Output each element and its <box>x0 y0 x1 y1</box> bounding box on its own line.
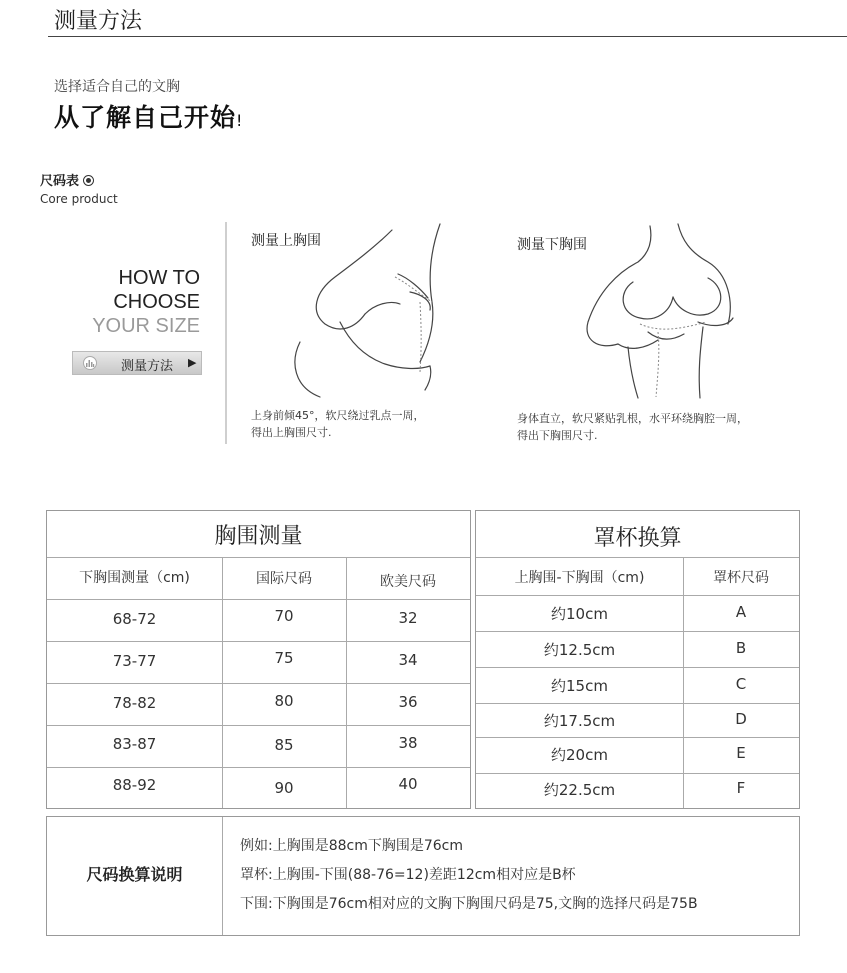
page-title: 测量方法 <box>54 9 143 34</box>
headline-text: 从了解自己开始 <box>54 103 237 132</box>
under-caption-line1: 身体直立，软尺紧贴乳根，水平环绕胸腔一周， <box>517 412 748 425</box>
under-bust-title: 测量下胸围 <box>517 237 587 253</box>
table-cell: C <box>735 675 747 693</box>
divider <box>47 557 470 558</box>
table-cell: 约12.5cm <box>543 641 616 659</box>
under-bust-caption <box>517 410 748 444</box>
cup-table-title: 罩杯换算 <box>593 526 682 551</box>
divider <box>476 595 799 596</box>
howto-line3: YOUR SIZE <box>92 315 200 337</box>
divider <box>476 557 799 558</box>
table-cell: E <box>736 744 746 762</box>
table-cell: 38 <box>398 734 418 752</box>
table-cell: 80 <box>274 692 294 710</box>
table-cell: 36 <box>398 693 418 711</box>
cup-conversion-table <box>475 510 800 809</box>
table-cell: 83-87 <box>112 735 157 753</box>
divider <box>476 737 799 738</box>
table-cell: A <box>735 603 747 621</box>
core-product-label: Core product <box>40 192 118 206</box>
table-cell: 32 <box>398 609 418 627</box>
howto-line1: HOW TO <box>118 267 200 289</box>
table-cell: 70 <box>274 607 294 625</box>
subtitle: 选择适合自己的文胸 <box>54 79 180 95</box>
table-cell: 约22.5cm <box>543 781 616 799</box>
upper-bust-illustration <box>280 222 460 402</box>
table-cell: D <box>735 710 747 728</box>
table-cell: 75 <box>274 649 294 667</box>
table-cell: 68-72 <box>112 610 157 628</box>
size-explanation-box <box>46 816 800 936</box>
chart-icon <box>82 356 98 370</box>
chest-table-title: 胸围测量 <box>214 524 303 549</box>
table-cell: 约15cm <box>551 677 608 695</box>
table-cell: 约20cm <box>551 746 608 764</box>
table-cell: 34 <box>398 651 418 669</box>
size-chart-text: 尺码表 <box>40 174 80 189</box>
play-arrow-icon: ▶ <box>188 356 197 369</box>
divider <box>476 667 799 668</box>
table-cell: 78-82 <box>112 694 157 712</box>
table-cell: B <box>735 639 747 657</box>
headline-suffix: ! <box>236 111 244 130</box>
under-caption-line2: 得出下胸围尺寸. <box>517 429 598 442</box>
explanation-line: 罩杯:上胸围-下围(88-76=12)差距12cm相对应是B杯 <box>240 867 576 883</box>
explanation-label: 尺码换算说明 <box>86 865 183 884</box>
cup-col-header: 罩杯尺码 <box>713 570 769 586</box>
divider <box>47 683 470 684</box>
divider <box>476 703 799 704</box>
chest-measure-table <box>46 510 471 809</box>
divider <box>47 767 470 768</box>
cup-col-header: 上胸围-下胸围（cm) <box>514 570 645 586</box>
divider <box>476 773 799 774</box>
divider <box>476 631 799 632</box>
vertical-divider <box>225 222 227 444</box>
upper-caption-line1: 上身前倾45°，软尺绕过乳点一周， <box>251 409 425 422</box>
explanation-line: 下围:下胸围是76cm相对应的文胸下胸围尺码是75,文胸的选择尺码是75B <box>240 896 698 912</box>
divider <box>222 817 223 935</box>
size-chart-label <box>40 170 94 189</box>
title-divider <box>48 36 847 37</box>
table-cell: 约10cm <box>551 605 608 623</box>
table-cell: 85 <box>274 736 294 754</box>
chest-col-header: 欧美尺码 <box>380 574 436 590</box>
upper-caption-line2: 得出上胸围尺寸. <box>251 426 332 439</box>
radio-dot-icon <box>83 175 94 186</box>
table-cell: 90 <box>274 779 294 797</box>
divider <box>47 641 470 642</box>
divider <box>47 599 470 600</box>
howto-line2: CHOOSE <box>113 291 200 313</box>
table-cell: 约17.5cm <box>543 712 616 730</box>
upper-bust-caption <box>251 407 425 441</box>
chest-col-header: 下胸围测量（cm) <box>79 570 190 586</box>
upper-bust-title: 测量上胸围 <box>251 233 321 249</box>
table-cell: F <box>736 779 746 797</box>
measure-method-label: 测量方法 <box>121 359 174 374</box>
divider <box>47 725 470 726</box>
table-cell: 88-92 <box>112 776 157 794</box>
measure-method-button[interactable] <box>72 351 202 375</box>
under-bust-illustration <box>578 222 748 402</box>
table-cell: 40 <box>398 775 418 793</box>
table-cell: 73-77 <box>112 652 157 670</box>
explanation-line: 例如:上胸围是88cm下胸围是76cm <box>240 838 464 854</box>
headline <box>54 98 243 134</box>
chest-col-header: 国际尺码 <box>256 571 312 587</box>
how-to-choose <box>70 266 200 338</box>
